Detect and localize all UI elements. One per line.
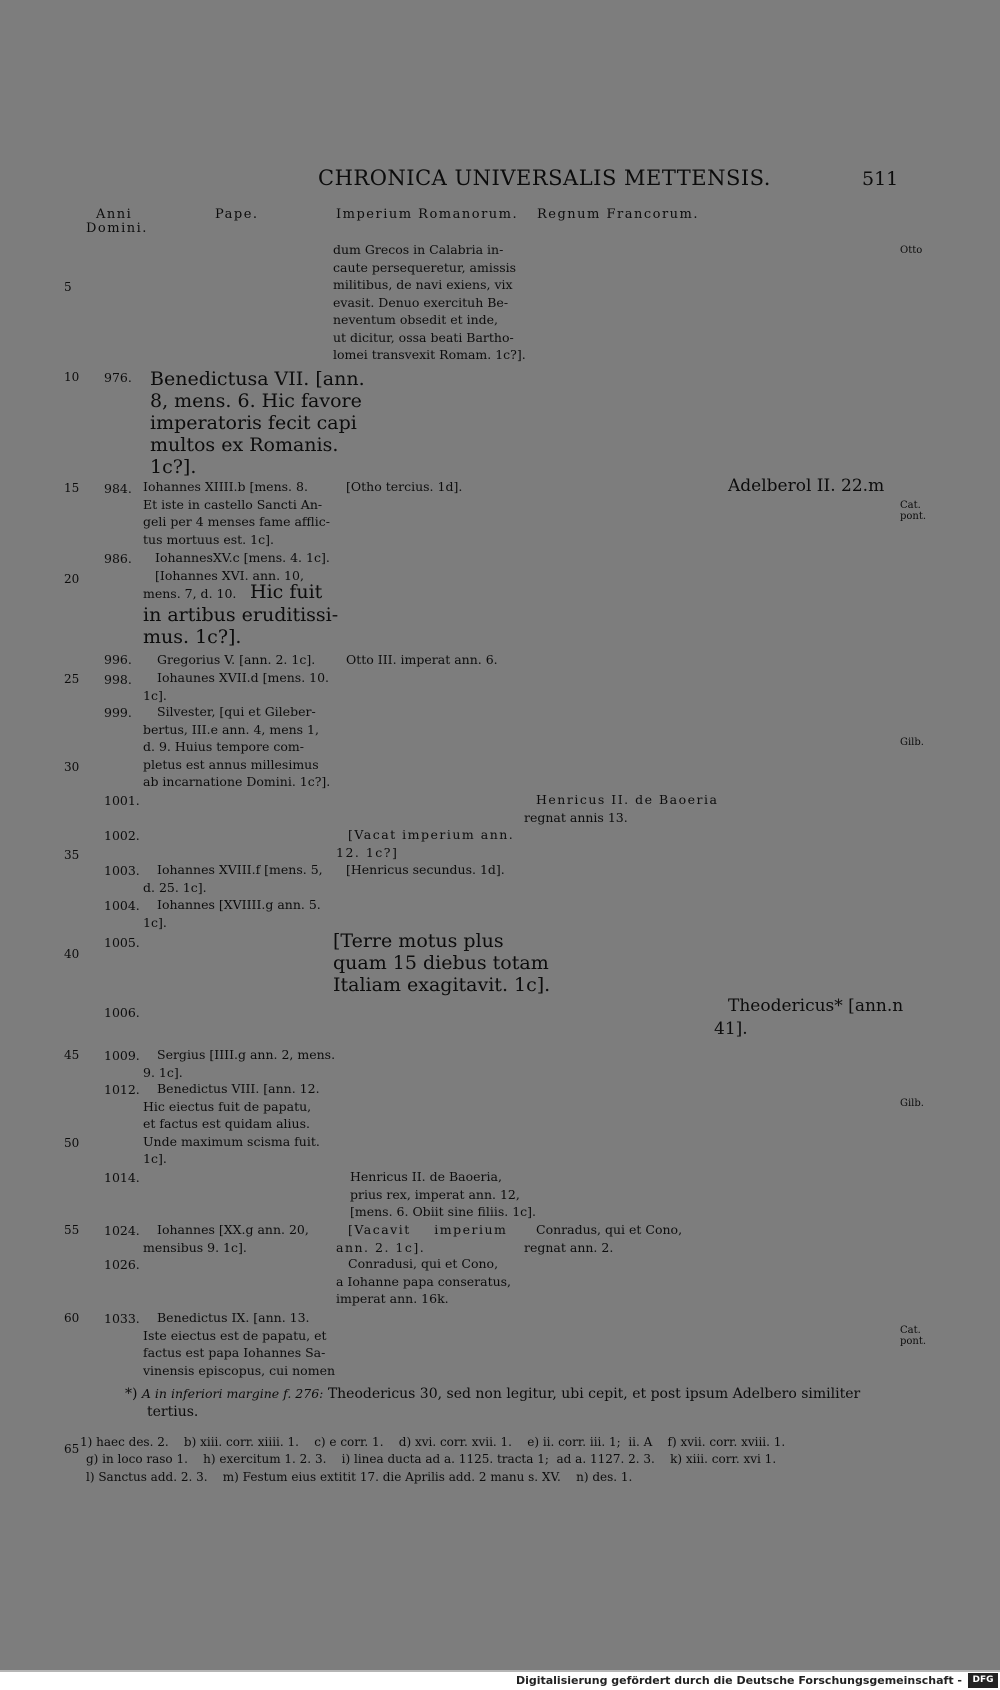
pope-line: 1c]. xyxy=(143,914,167,930)
line-number: 40 xyxy=(64,947,80,961)
pope-line: Iohaunes XVII.d [mens. 10. xyxy=(157,670,330,685)
regnum-entry-henricus xyxy=(524,791,718,826)
imperium-entry-terre-motus xyxy=(333,930,550,996)
pope-line: ab incarnatione Domini. 1c?]. xyxy=(143,774,331,789)
year-label: 1006. xyxy=(104,1005,140,1020)
pope-line: 9. 1c]. xyxy=(143,1064,183,1080)
imperium-line: Henricus II. de Baoeria, xyxy=(350,1169,502,1184)
line-number: 30 xyxy=(64,760,80,774)
column-head-pape: Pape. xyxy=(215,207,259,222)
pope-line: tus mortuus est. 1c]. xyxy=(143,531,274,547)
page-title: CHRONICA UNIVERSALIS METTENSIS. xyxy=(318,166,771,190)
imperium-line: 12. 1c?] xyxy=(336,844,399,860)
margin-note xyxy=(900,500,926,522)
metz-entry-theodericus-2: 41]. xyxy=(714,1019,748,1039)
year-label: 1002. xyxy=(104,828,140,843)
year-label: 986. xyxy=(104,551,132,566)
column-head-anni-line2: Domini. xyxy=(86,221,148,236)
pope-line: Benedictus IX. [ann. 13. xyxy=(157,1310,310,1325)
regnum-entry-conradus xyxy=(524,1221,682,1256)
line-number: 15 xyxy=(64,481,80,495)
line-number: 10 xyxy=(64,370,80,384)
pope-line: Et iste in castello Sancti An- xyxy=(143,496,323,512)
regnum-line: Conradus, qui et Cono, xyxy=(536,1222,683,1237)
year-label: 1012. xyxy=(104,1082,140,1097)
metz-entry-theodericus-1: Theodericus* [ann.n xyxy=(728,996,904,1016)
pope-entry-998 xyxy=(143,669,330,704)
pope-line: d. 9. Huius tempore com- xyxy=(143,739,304,754)
pope-line: Iohannes XVIII.f [mens. 5, xyxy=(157,862,323,877)
funding-credit: Digitalisierung gefördert durch die Deutsche Forschungsgemeinschaft - xyxy=(515,1674,962,1687)
margin-note-line: pont. xyxy=(900,1336,927,1347)
line-number: 35 xyxy=(64,848,80,862)
pope-entry-999 xyxy=(143,703,331,791)
regnum-line: regnat ann. 2. xyxy=(524,1239,614,1255)
year-label: 1014. xyxy=(104,1170,140,1185)
star-note-italic: A in inferiori margine f. 276: xyxy=(141,1386,324,1401)
margin-note: Gilb. xyxy=(900,737,924,748)
margin-note: Otto xyxy=(900,245,923,256)
imperium-entry-otto: Otto III. imperat ann. 6. xyxy=(346,652,498,667)
line-number: 20 xyxy=(64,572,80,586)
imperium-entry-vacat xyxy=(336,826,514,861)
margin-note-line: Cat. xyxy=(900,1325,921,1336)
imperium-line: [Vacat imperium ann. xyxy=(348,827,515,842)
pope-line: mensibus 9. 1c]. xyxy=(143,1239,247,1255)
year-label: 984. xyxy=(104,481,132,496)
pope-line: et factus est quidam alius. xyxy=(143,1116,310,1131)
line-number: 55 xyxy=(64,1223,80,1237)
pope-line: bertus, III.e ann. 4, mens 1, xyxy=(143,721,319,737)
pope-line: 1c?]. xyxy=(150,456,197,478)
year-label: 976. xyxy=(104,370,132,385)
pope-line: vinensis episcopus, cui nomen xyxy=(143,1362,336,1378)
pope-entry-986a: IohannesXV.c [mens. 4. 1c]. xyxy=(155,550,330,565)
year-label: 999. xyxy=(104,705,132,720)
year-label: 1024. xyxy=(104,1223,140,1238)
pope-line: Silvester, [qui et Gileber- xyxy=(157,704,316,719)
pope-entry-1003 xyxy=(143,861,323,896)
imperium-entry-conradus xyxy=(336,1255,511,1308)
pope-line: mus. 1c?]. xyxy=(143,626,242,648)
pope-entry-976 xyxy=(150,368,365,478)
pope-line: geli per 4 menses fame afflic- xyxy=(143,514,330,529)
pope-line: [Iohannes XVI. ann. 10, xyxy=(155,568,304,583)
pope-line: Iohannes [XVIIII.g ann. 5. xyxy=(157,897,321,912)
imperium-line: dum Grecos in Calabria in- xyxy=(333,242,504,257)
imperium-line: lomei transvexit Romam. 1c?]. xyxy=(333,347,526,362)
pope-line: 1c]. xyxy=(143,1151,167,1166)
pope-entry-984 xyxy=(143,478,330,548)
pope-line: multos ex Romanis. xyxy=(150,434,339,456)
star-note-mark: *) xyxy=(125,1386,138,1402)
imperium-entry-continued xyxy=(333,241,526,364)
year-label: 1001. xyxy=(104,793,140,808)
imperium-line: Conradusi, qui et Cono, xyxy=(348,1256,499,1271)
column-head-imperium: Imperium Romanorum. xyxy=(336,207,519,222)
pope-line: imperatoris fecit capi xyxy=(150,412,357,434)
line-number: 65 xyxy=(64,1442,80,1456)
pope-line: 1c]. xyxy=(143,687,167,703)
imperium-entry-henricus-ii xyxy=(350,1168,536,1221)
year-label: 1026. xyxy=(104,1257,140,1272)
imperium-line: caute persequeretur, amissis xyxy=(333,259,517,275)
imperium-line: Italiam exagitavit. 1c]. xyxy=(333,974,551,996)
regnum-line: regnat annis 13. xyxy=(524,809,628,825)
column-head-anni-line1: Anni xyxy=(96,207,133,222)
line-number: 25 xyxy=(64,672,80,686)
star-note-text-end: tertius. xyxy=(147,1404,199,1420)
imperium-entry-otho: [Otho tercius. 1d]. xyxy=(346,479,463,494)
column-head-anni xyxy=(86,207,148,236)
pope-line: Unde maximum scisma fuit. xyxy=(143,1133,320,1149)
imperium-line: quam 15 diebus totam xyxy=(333,952,549,974)
column-head-regnum: Regnum Francorum. xyxy=(537,207,700,222)
year-label: 996. xyxy=(104,652,132,667)
pope-line: Benedictusa VII. [ann. xyxy=(150,368,365,390)
year-label: 1009. xyxy=(104,1048,140,1063)
pope-entry-1009 xyxy=(143,1046,336,1081)
imperium-line: neventum obsedit et inde, xyxy=(333,312,499,327)
footnote-line: g) in loco raso 1. h) exercitum 1. 2. 3. i) linea ducta ad a. 1125. tracta 1; ad a. 1127. 2. 3. k) xiii. corr. xvi 1. xyxy=(86,1452,777,1466)
imperium-line: a Iohanne papa conseratus, xyxy=(336,1273,512,1289)
pope-entry-1012 xyxy=(143,1080,320,1168)
pope-line: factus est papa Iohannes Sa- xyxy=(143,1345,326,1360)
year-label: 1033. xyxy=(104,1311,140,1326)
pope-entry-986c-1: Hic fuit xyxy=(250,581,323,603)
imperium-entry-vacavit xyxy=(336,1221,507,1256)
line-number: 60 xyxy=(64,1311,80,1325)
year-label: 1003. xyxy=(104,863,140,878)
imperium-line: ann. 2. 1c]. xyxy=(336,1239,426,1255)
pope-entry-996: Gregorius V. [ann. 2. 1c]. xyxy=(157,652,316,667)
regnum-line: Henricus II. de Baoeria xyxy=(536,792,719,807)
footnote-line: 1) haec des. 2. b) xiii. corr. xiiii. 1. c) e corr. 1. d) xvi. corr. xvii. 1. e) ii. corr. iii. 1; ii. A f) xvii. corr. xviii. 1. xyxy=(80,1435,786,1449)
line-number: 50 xyxy=(64,1136,80,1150)
imperium-entry-henricus: [Henricus secundus. 1d]. xyxy=(346,862,505,877)
imperium-line: [Terre motus plus xyxy=(333,930,504,952)
pope-entry-1024 xyxy=(143,1221,309,1256)
line-number: 5 xyxy=(64,280,72,294)
footer-rule xyxy=(0,1670,1000,1672)
imperium-line: ut dicitur, ossa beati Bartho- xyxy=(333,329,514,345)
pope-line: Iohannes XIIII.b [mens. 8. xyxy=(143,479,308,494)
imperium-line: evasit. Denuo exercituh Be- xyxy=(333,294,509,310)
pope-line: 8, mens. 6. Hic favore xyxy=(150,390,362,412)
pope-line: Iste eiectus est de papatu, et xyxy=(143,1327,327,1343)
year-label: 1005. xyxy=(104,935,140,950)
pope-line: pletus est annus millesimus xyxy=(143,756,319,772)
year-label: 998. xyxy=(104,672,132,687)
imperium-line: prius rex, imperat ann. 12, xyxy=(350,1186,520,1202)
pope-entry-1033 xyxy=(143,1309,336,1379)
imperium-line: imperat ann. 16k. xyxy=(336,1291,449,1306)
margin-note-line: pont. xyxy=(900,511,927,522)
margin-note: Gilb. xyxy=(900,1098,924,1109)
page-number: 511 xyxy=(862,168,899,190)
pope-line: Benedictus VIII. [ann. 12. xyxy=(157,1081,320,1096)
star-note-text: Theodericus 30, sed non legitur, ubi cepit, et post ipsum Adelbero similiter xyxy=(327,1386,861,1402)
metz-entry-adelbero: Adelberol II. 22.m xyxy=(728,476,885,496)
year-label: 1004. xyxy=(104,898,140,913)
footnote-line: l) Sanctus add. 2. 3. m) Festum eius extitit 17. die Aprilis add. 2 manu s. XV. n) des. 1. xyxy=(86,1470,633,1484)
margin-note-line: Cat. xyxy=(900,500,921,511)
dfg-logo: DFG xyxy=(968,1673,998,1688)
pope-entry-986c-2 xyxy=(143,604,338,648)
imperium-line: [mens. 6. Obiit sine filiis. 1c]. xyxy=(350,1204,537,1219)
imperium-line: [Vacavit imperium xyxy=(348,1222,508,1237)
line-number: 45 xyxy=(64,1048,80,1062)
imperium-line: militibus, de navi exiens, vix xyxy=(333,277,513,292)
pope-line: Sergius [IIII.g ann. 2, mens. xyxy=(157,1047,336,1062)
pope-line: d. 25. 1c]. xyxy=(143,879,207,895)
pope-entry-1004 xyxy=(143,896,321,931)
pope-line: Hic eiectus fuit de papatu, xyxy=(143,1098,312,1114)
pope-line: in artibus eruditissi- xyxy=(143,604,339,626)
margin-note xyxy=(900,1325,926,1347)
star-note xyxy=(125,1385,895,1421)
pope-line: mens. 7, d. 10. xyxy=(143,585,237,601)
pope-line: Iohannes [XX.g ann. 20, xyxy=(157,1222,309,1237)
